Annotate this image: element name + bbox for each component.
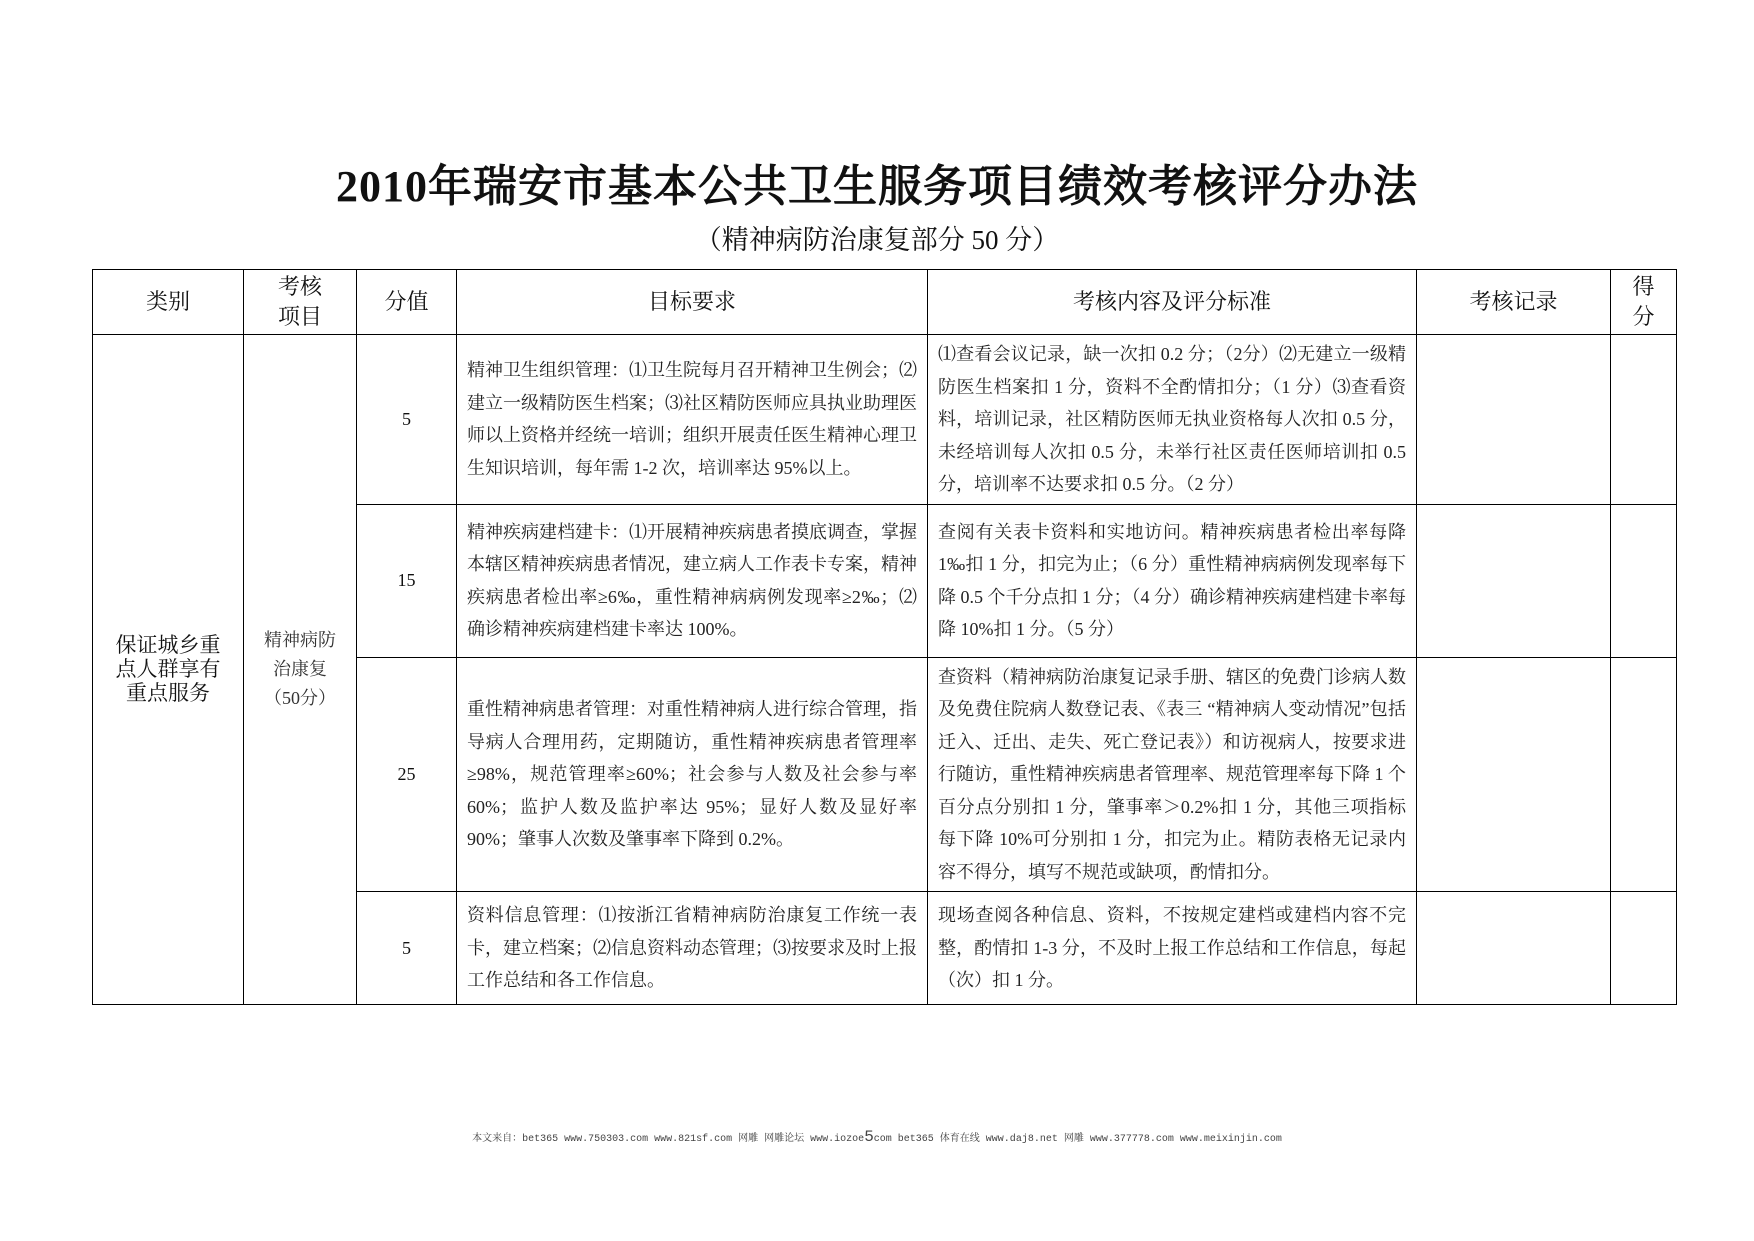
header-score: 分值 [357, 270, 457, 335]
table-header-row [93, 270, 1677, 335]
page-subtitle: （精神病防治康复部分 50 分） [694, 225, 1060, 255]
record-cell[interactable] [1417, 335, 1611, 505]
criteria-cell: 查资料（精神病防治康复记录手册、辖区的免费门诊病人数及免费住院病人数登记表、《表三 “精神病人变动情况”包括迁入、迁出、走失、死亡登记表》）和访视病人，按要求进行随访，重性精神疾病患者管理率、规范管理率每下降 1 个百分点分别扣 1 分，肇事率＞0.2%扣 1 分，其他三项指标每下降 10%可分别扣 1 分，扣完为止。精防表格无记录内容不得分，填写不规范或缺项，酌情扣分。 [928, 657, 1417, 892]
page-footer [0, 1128, 1754, 1146]
record-cell[interactable] [1417, 504, 1611, 657]
target-cell: 精神卫生组织管理：⑴卫生院每月召开精神卫生例会；⑵建立一级精防医生档案；⑶社区精防医师应具执业助理医师以上资格并经统一培训；组织开展责任医生精神心理卫生知识培训，每年需 1-2 次，培训率达 95%以上。 [457, 335, 928, 505]
footer-source-text: 本文来自：bet365 www.750303.com www.821sf.com 网雕 网雕论坛 www.iozoe [472, 1134, 865, 1145]
criteria-cell: 现场查阅各种信息、资料，不按规定建档或建档内容不完整，酌情扣 1-3 分，不及时上报工作总结和工作信息，每起（次）扣 1 分。 [928, 892, 1417, 1005]
score-cell: 5 [357, 335, 457, 505]
page-title: 2010年瑞安市基本公共卫生服务项目绩效考核评分办法 [336, 162, 1418, 211]
target-cell: 精神疾病建档建卡：⑴开展精神疾病患者摸底调查，掌握本辖区精神疾病患者情况，建立病人工作表卡专案，精神疾病患者检出率≥6‰，重性精神病病例发现率≥2‰；⑵确诊精神疾病建档建卡率达 100%。 [457, 504, 928, 657]
criteria-cell: ⑴查看会议记录，缺一次扣 0.2 分；（2分）⑵无建立一级精防医生档案扣 1 分，资料不全酌情扣分；（1 分）⑶查看资料，培训记录，社区精防医师无执业资格每人次扣 0.5 分，未经培训每人次扣 0.5 分，未举行社区责任医师培训扣 0.5 分，培训率不达要求扣 0.5 分。（2 分） [928, 335, 1417, 505]
score-cell: 25 [357, 657, 457, 892]
points-cell[interactable] [1611, 657, 1677, 892]
target-cell: 重性精神病患者管理：对重性精神病人进行综合管理，指导病人合理用药，定期随访，重性精神疾病患者管理率≥98%，规范管理率≥60%；社会参与人数及社会参与率 60%；监护人数及监护率达 95%；显好人数及显好率 90%；肇事人次数及肇事率下降到 0.2%。 [457, 657, 928, 892]
points-cell[interactable] [1611, 335, 1677, 505]
table-row [93, 335, 1677, 505]
header-criteria: 考核内容及评分标准 [928, 270, 1417, 335]
category-cell: 保证城乡重点人群享有重点服务 [93, 335, 244, 1005]
header-points: 得分 [1611, 270, 1677, 335]
record-cell[interactable] [1417, 657, 1611, 892]
points-cell[interactable] [1611, 892, 1677, 1005]
header-record: 考核记录 [1417, 270, 1611, 335]
points-cell[interactable] [1611, 504, 1677, 657]
footer-source-text-2: com bet365 体育在线 www.daj8.net 网雕 www.377778.com www.meixinjin.com [873, 1134, 1282, 1145]
scoring-table [92, 269, 1677, 1005]
item-cell: 精神病防治康复（50分） [244, 335, 357, 1005]
score-cell: 15 [357, 504, 457, 657]
target-cell: 资料信息管理：⑴按浙江省精神病防治康复工作统一表卡，建立档案；⑵信息资料动态管理；⑶按要求及时上报工作总结和各工作信息。 [457, 892, 928, 1005]
header-target: 目标要求 [457, 270, 928, 335]
header-item: 考核项目 [244, 270, 357, 335]
criteria-cell: 查阅有关表卡资料和实地访问。精神疾病患者检出率每降 1‰扣 1 分，扣完为止；（6 分）重性精神病病例发现率每下降 0.5 个千分点扣 1 分；（4 分）确诊精神疾病建档建卡率每降 10%扣 1 分。（5 分） [928, 504, 1417, 657]
page-number: 5 [864, 1128, 874, 1146]
score-cell: 5 [357, 892, 457, 1005]
header-category: 类别 [93, 270, 244, 335]
record-cell[interactable] [1417, 892, 1611, 1005]
